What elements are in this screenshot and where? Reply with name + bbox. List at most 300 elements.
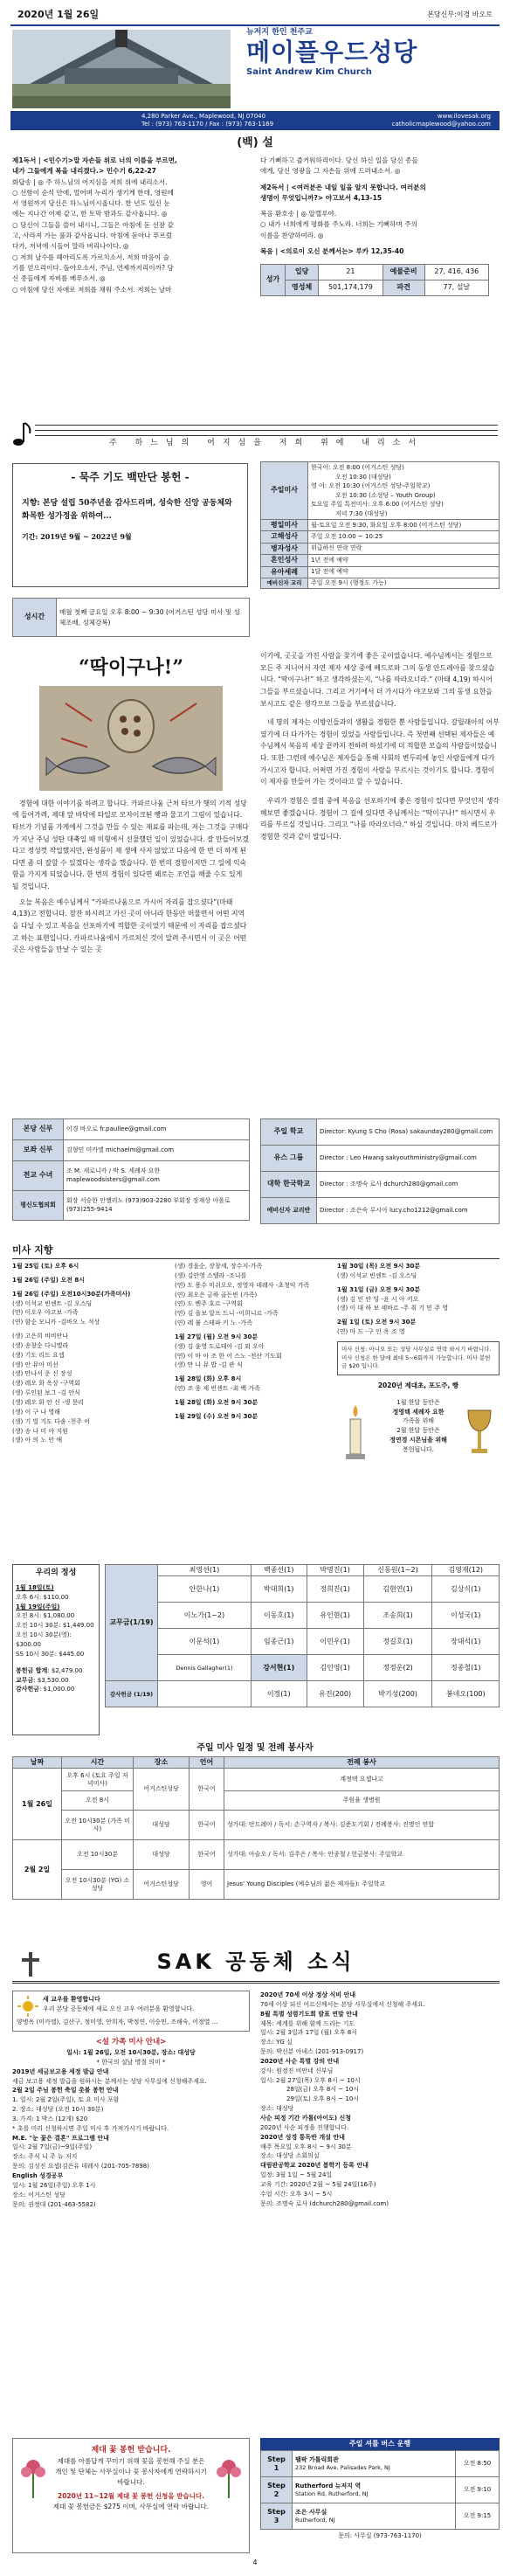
offering-line: SS 10시 30분: $445.00 xyxy=(16,1650,85,1658)
offering-name: 이정(1) xyxy=(251,1681,307,1707)
reading-line: 고, 사라져 가는 풀과 같사옵니다. 아침에 돋아나 푸르렀 xyxy=(12,232,173,240)
offering-name: 이성국(1) xyxy=(432,1603,500,1629)
reading-line: 다 기뻐하고 즐거워하리이다. 당신 하신 일을 당신 종들 xyxy=(260,156,418,164)
info-value: 1달 전에 예약 xyxy=(308,566,500,578)
staff-info: Director : Leo Hwang sakyouthministry@gmail.com xyxy=(317,1146,500,1172)
offering-name: 김영재(12) xyxy=(432,1565,500,1576)
offering-name: 박기성(200) xyxy=(363,1681,432,1707)
sak-news-line: 수업 시간: 오후 3시 ~ 5시 xyxy=(260,2190,333,2198)
offering-name: 임종근(1) xyxy=(251,1629,307,1655)
ministry-table xyxy=(12,1756,500,1900)
staff-role: 전교 수녀 xyxy=(13,1161,64,1191)
ministry-cell: 계정택 요셉나고 xyxy=(224,1769,500,1791)
homily-paragraph: 네 명의 제자는 이방인들과의 생활을 경험한 뿐 사람들입니다. 갈릴래아의 어부였기에 더 다가가는 경험이 있었을 사람들입니다. 즉 첫번째 선택된 제자들은 예수님께서 복음의 세상 끝까지 전하려 하셨기에 더 적합한 모습의 사람들이었습니다. 또한 그런데 예수님은 제자들을 통해 사회의 변두리에 놓인 사람들에게 다가가시고자 합니다. 어쩌면 가진 경험이 사람을 부르시는 것이기도 합니다. 경험이 이 제자를 만들어 가는 것이라고 할 수 있습니다. xyxy=(260,718,500,786)
wine-chalice-icon xyxy=(465,1407,494,1459)
offering-total-label: 감사헌금 xyxy=(16,1686,40,1693)
altar-flower-box xyxy=(12,2438,250,2553)
offering-summary: 우리의 정성 1월 18일(토) 오후 6시: $110.00 1월 19일(주일) 오전 8시: $1,080.00 오전 10시 30분: $1,449.00 오전 10시 30분(영): $300.00 SS 10시 30분: $445.00 봉헌금 합계: $2,479.00 교무금: $3,530.00 감사헌금: $1,000.00 xyxy=(12,1564,100,1735)
music-note-icon xyxy=(12,421,31,447)
homily-paragraph: 우리가 경험은 결점 중에 복음을 선포하기에 좋은 경험이 있다면 무엇인지 생각해보면 좋겠습니다. 경험이 그 길에 있다면 주님께서는 “딱이구나!” 하시면서 우리를 부르실 것입니다. 그리고 “나를 따라오너라.” 하실 것입니다. 마치 베드로가 경험한 것과 같이 말입니다. xyxy=(260,797,500,841)
intent-line: (생) 루인된 보그 -김 안식 xyxy=(12,1389,80,1397)
bus-stop-time: 오전 8:50 xyxy=(456,2451,500,2477)
sak-news-line: * 초를 미리 신청하시면 주일 미사 후 가져가시기 바랍니다. xyxy=(12,2124,169,2132)
altar-flower-title: 제대 꽃 봉헌 받습니다. xyxy=(91,2446,171,2455)
reading-line: 생명이 무엇입니까?> 야고보서 4,13-15 xyxy=(260,193,382,202)
offering-total-label: 봉헌금 합계 xyxy=(16,1666,48,1674)
altar-flower-text: 제대를 아름답게 꾸미기 위해 꽃을 봉헌해 주실 분은 개인 및 단체는 사무실이나 꽃 봉사자에게 연락하시기 바랍니다. xyxy=(55,2457,207,2487)
reading-line: 서 영원까지 당신은 하느님이시옵니다. 한 년도 있신 눈 xyxy=(12,199,170,208)
intent-date: 1월 28일 (화) 오전 9시 30분 xyxy=(175,1398,258,1406)
offering-line: 오후 6시: $110.00 xyxy=(16,1593,69,1601)
mass-line: 한국어: 오전 8:00 (어거스틴 성당) xyxy=(311,464,404,471)
intent-line: (생) 기도 리드 요셉 xyxy=(12,1351,65,1359)
contact-bar xyxy=(10,111,500,130)
offering-names-table xyxy=(105,1564,500,1707)
shuttle-bus-box xyxy=(260,2438,500,2553)
staff-info: Director: Kyung S Cho (Rosa) sakaunday280@gmail.com xyxy=(317,1119,500,1146)
liturgy-title: (백) 설 xyxy=(237,136,273,149)
sak-news-line: M.E. "눈 꽃은 결혼" 프로그램 안내 xyxy=(12,2134,109,2142)
shuttle-bus-contact: 문의: 사무실 (973-763-1170) xyxy=(338,2532,422,2540)
offering-name: 정희진(1) xyxy=(307,1576,363,1603)
info-value: 1년 전에 예약 xyxy=(308,555,500,566)
intent-column-3 xyxy=(337,1262,500,1559)
offering-grid-header: 감사헌금 (1/19) xyxy=(106,1681,158,1707)
sak-news-section xyxy=(0,1945,510,2434)
mass-line: 토요일 주일 특전미사: 오후 6:00 (어거스틴 성당) xyxy=(311,501,444,508)
homily-paragraph: 경험에 대한 이야기를 하려고 합니다. 카파르나움 근처 타브가 햇의 기적 성당에 들어가려, 제대 앞 바닥에 타일로 모자이크된 빵과 물고기 그림이 있습니다. 타브가 기념품 가게에서 그것을 만들 수 있는 재료를 파는데, 저는 그것을 구매다가 지난 주님 성탄 대축일 때 미형에서 선물했던 일이 있었습니다. 잘 만들어보겠다고 정성껏 작업했지만, 완성품이 제 생애 사지 않았고 다음에 한 번 더 하게 된다면 좀 더 잘할 수 있겠다는 생각을 했습니다. 한 번의 경험이지만 그 일에 익숙함을 가지게 되었습니다. 한 번의 경험이 있다면 왜로는 조언을 해줄 수도 있게 될 것입니다. xyxy=(12,799,249,891)
hymn-cell: 영성체 xyxy=(286,280,319,296)
staff-role: 주일 학교 xyxy=(261,1119,317,1146)
church-english-name: Saint Andrew Kim Church xyxy=(246,67,372,77)
homily-title: “딱이구나!” xyxy=(79,656,183,679)
sak-news-line: 일시: 1월 26일(주일) 오후 1시 xyxy=(12,2181,96,2189)
staff-info: 이경 바오로 fr.paullee@gmail.com xyxy=(64,1119,250,1140)
offering-name: 신동원(1~2) xyxy=(363,1565,432,1576)
rosary-box xyxy=(12,463,248,587)
bus-stop-name: Rutherford 뉴저지 역 xyxy=(295,2483,362,2490)
intent-line: (생) 레오 화 옥상 -구역회 xyxy=(12,1380,80,1388)
church-building-image xyxy=(12,30,231,108)
intent-line: (생) 이석교 빈센트 -김 오스딩 xyxy=(12,1299,93,1307)
sak-news-line: 3. 가격: 1 박스 (12개) $20 xyxy=(12,2115,88,2122)
ministry-header: 전례 봉사 xyxy=(224,1757,500,1769)
sak-news-line: 일시: 2월 7일(금)~9일(주일) xyxy=(12,2143,93,2151)
intent-date: 1월 29일 (수) 오전 9시 30분 xyxy=(175,1412,258,1420)
altar-offering-line: 1월 한달 동안은 xyxy=(396,1398,440,1406)
readings-section xyxy=(0,156,510,418)
sak-news-line: 8월 특별 성령기도회 발표 연말 안내 xyxy=(260,2010,358,2018)
hymn-cell: 77, 설날 xyxy=(424,280,488,296)
hymn-cell: 501,174,179 xyxy=(319,280,382,296)
info-label: 혼인성사 xyxy=(261,555,308,566)
reading-line: 복음 | <의로이 오신 분께서는> 루카 12,35-40 xyxy=(260,247,404,256)
ministry-cell: 2월 2일 xyxy=(13,1840,62,1900)
staff-role: 본당 신부 xyxy=(13,1119,64,1140)
staff-section xyxy=(0,1118,510,1241)
verse-text: 주 하느님의 어지심을 저희 위에 내리소서 xyxy=(108,439,424,447)
info-label: 고해성사 xyxy=(261,531,308,543)
bus-stop-address: Station Rd, Rutherford, NJ xyxy=(295,2490,369,2498)
ministry-cell: 오전 10시30분 xyxy=(62,1840,134,1870)
staff-role: 유스 그룹 xyxy=(261,1146,317,1172)
intent-line: (생) 김 인 안 잉 -윤 시 아 키오 xyxy=(337,1295,419,1303)
offering-total-value: $1,000.00 xyxy=(43,1686,75,1693)
intent-line: (연) 김 을보 알프 드니 -이희니르 -가족 xyxy=(175,1310,279,1318)
sak-news-line: * 한국의 설날 명절 의미 * xyxy=(96,2058,166,2066)
altar-offering-line: 봉헌됩니다. xyxy=(402,1446,435,1453)
intent-line: (생) 만나서 운 신 장성 xyxy=(12,1370,72,1378)
sak-news-line: 강사: 원정진 비안네 신부님 xyxy=(260,2067,334,2074)
intent-line: (연) 이 마 아 조 한 어 스노 -전산 기도회 xyxy=(175,1352,282,1360)
offering-line: 오전 8시: $1,080.00 xyxy=(16,1612,75,1620)
sak-news-title: SAK 공동체 소식 xyxy=(156,1949,355,1974)
offering-name: 강서현(1) xyxy=(251,1655,307,1681)
sak-news-line: 문의: 조명숙 로사 (dchurch280@gmail.com) xyxy=(260,2199,389,2207)
ministry-header: 시간 xyxy=(62,1757,134,1769)
ministry-cell: 어거스틴성당 xyxy=(134,1870,190,1900)
intent-date: 1월 28일 (화) 오후 8시 xyxy=(175,1375,242,1383)
ministry-cell: 성가대: 아슬오 / 독서: 김주은 / 복사: 안종철 / 헌금봉사: 주일학교 xyxy=(224,1840,500,1870)
mass-line: 영 어: 오전 10:30 (어거스틴 성당-주일학교) xyxy=(311,482,431,489)
staff-info: Director : 조은숙 루시아 lucy.cho1212@gmail.com xyxy=(317,1198,500,1224)
flower-icon xyxy=(214,2456,244,2500)
family-mass-title: <설 가족 미사 안내> xyxy=(95,2037,167,2046)
bus-stop-address: Rutherford, NJ xyxy=(295,2517,335,2524)
email-text: catholicmaplewood@yahoo.com xyxy=(391,121,491,128)
ministry-cell: Jesus' Young Disciples (예수님의 젊은 제자들): 주일학교 xyxy=(224,1870,500,1900)
reading-line: 내가 그들에게 복을 내리겠다.> 민수기 6,22-27 xyxy=(12,167,156,176)
rosary-title: - 묵주 기도 백만단 봉헌 - xyxy=(71,471,190,483)
sak-news-line: 2. 장소: 대성당 (오전 10시 30분) xyxy=(12,2106,104,2114)
welcome-names: 양병옥 (미카엘), 김산구, 정미영, 안희자, 박정연, 이승민, 조해숙, 이정열 ... xyxy=(17,2019,218,2025)
verse-banner xyxy=(0,419,510,454)
header xyxy=(0,5,510,133)
offering-name: 정정운(2) xyxy=(363,1655,432,1681)
ministry-cell: 한국어 xyxy=(190,1840,224,1870)
ministry-cell: 1월 26일 xyxy=(13,1769,62,1840)
bus-stop-address: 232 Broad Ave, Palisades Park, NJ xyxy=(295,2464,390,2472)
ministry-cell: 오전 8시 xyxy=(62,1791,134,1811)
staff-right-table xyxy=(260,1118,500,1224)
intent-line: (생) 이 구 나 영해 xyxy=(12,1408,60,1416)
loaves-and-fish-mosaic-image xyxy=(39,686,223,791)
offering-total-value: $3,530.00 xyxy=(37,1676,69,1684)
reading-line: 화답송 | ◎ 주 하느님의 어지심을 저희 위에 내리소서. xyxy=(12,177,168,186)
sak-news-line: 장소: 대성당 xyxy=(260,2105,294,2113)
bus-stop-name: 팰팍 가톨릭회관 xyxy=(295,2456,339,2464)
altar-offering-line: 2월 한달 동안은 xyxy=(396,1427,440,1435)
offering-week: 1월 19일(주일) xyxy=(16,1603,60,1610)
sak-news-line: 2020년 성경 통독반 개설 안내 xyxy=(260,2133,345,2141)
candle-icon xyxy=(342,1403,369,1465)
staff-role: 대학 한국학교 xyxy=(261,1172,317,1198)
mass-schedule-table xyxy=(260,461,500,589)
mass-intention-title: 미사 지향 xyxy=(12,1244,53,1256)
staff-info: 회장 서승한 안젤리노 (973)903-2280 부회장 장재상 아폴로 (973)255-9414 xyxy=(64,1191,250,1221)
hymn-cell: 예물준비 xyxy=(382,265,424,280)
welcome-title: 새 교우를 환영합니다 xyxy=(43,1996,100,2003)
reading-line: 이름을 찬양하여라. ◎ xyxy=(260,231,324,239)
ministry-cell: 한국어 xyxy=(190,1811,224,1840)
bus-stop-name: 조은 사무실 xyxy=(295,2509,327,2517)
sak-news-left xyxy=(12,1991,250,2433)
info-value: 주일 오전 10:00 ~ 10:25 xyxy=(308,531,500,543)
offering-name: 김인영(1) xyxy=(307,1655,363,1681)
intent-line: (생) 기 빌 기도 다솜 -천주 어 xyxy=(12,1417,90,1425)
sak-news-line: 29일(토) 오후 8시 ~ 10시 xyxy=(286,2095,360,2103)
ministry-header: 날짜 xyxy=(13,1757,62,1769)
ministry-section xyxy=(0,1742,510,1936)
church-subtitle: 뉴저지 한인 천주교 xyxy=(246,28,313,37)
altar-offering-title: 2020년 제대초, 포도주, 빵 xyxy=(377,1381,459,1390)
info-label: 병자성사 xyxy=(261,543,308,554)
offering-name: 박대희(1) xyxy=(251,1576,307,1603)
intent-line: (연) 함순 모니카 -김바오 노 석상 xyxy=(12,1319,100,1326)
intent-line: (생) 만 나 뮤 밥 -김 관 식 xyxy=(175,1361,243,1369)
staff-role: 평신도협의회 xyxy=(13,1191,64,1221)
offering-name: 김현연(1) xyxy=(363,1576,432,1603)
mass-line: 오전 10:30 (대성당) xyxy=(335,473,391,481)
sak-news-line: 2019년 세금보고용 세정 발급 안내 xyxy=(12,2067,109,2075)
offering-name: 이문석(1) xyxy=(158,1629,252,1655)
sak-news-right xyxy=(260,1991,500,2433)
hymn-cell: 입당 xyxy=(286,265,319,280)
intent-date: 1월 31일 (금) 오전 9시 30분 xyxy=(337,1285,421,1293)
rosary-intent: 지향: 본당 설립 50주년을 감사드리며, 성숙한 신앙 공동체와 화목한 성가정을 위하여... xyxy=(22,498,232,521)
intent-line: (연) 레 뷸 스테파 키 노 -가족 xyxy=(175,1319,252,1327)
intent-line: (연) 최오은 금하 골든빈 (가족) xyxy=(175,1291,258,1298)
offering-name: 유진(200) xyxy=(307,1681,363,1707)
intent-line: (생) 이 대 하 보 세바르 -주 취 기 민 주 영 xyxy=(337,1305,449,1312)
info-value: 위급하신 연락 연락 xyxy=(308,543,500,554)
sak-news-line: 제목: 세계를 위해 함께 드리는 기도 xyxy=(260,2019,355,2027)
hymn-table xyxy=(260,264,489,296)
sak-news-line: 일시: 1월 26일, 오전 10시30분, 장소: 대성당 xyxy=(66,2049,196,2057)
hymn-cell: 27, 416, 436 xyxy=(424,265,488,280)
sak-news-line: 28일(금) 오후 8시 ~ 10시 xyxy=(286,2086,360,2094)
mass-line: 저녁 7:30 (대성당) xyxy=(335,509,388,517)
church-name: 메이플우드성당 xyxy=(246,38,418,66)
staff-left-table xyxy=(12,1118,250,1221)
intent-line: (생) 이석교 빈센트 -김 오스딩 xyxy=(337,1271,417,1279)
sak-news-line: 2020년 70세 이상 정상 식비 안내 xyxy=(260,1991,356,1998)
offering-name: 정종철(1) xyxy=(432,1655,500,1681)
staff-info: 김형민 미카엘 michaelm@gmail.com xyxy=(64,1140,250,1161)
bus-stop-time: 오전 9:15 xyxy=(456,2503,500,2530)
offering-name: 최영선(1) xyxy=(158,1565,252,1576)
flower-icon xyxy=(18,2456,48,2500)
mass-schedule-label: 주일미사 xyxy=(261,462,308,520)
ministry-cell: 오전 10시30분 (가족 미사) xyxy=(62,1811,134,1840)
sak-news-line: 교육 기간: 2020년 2월 ~ 5월 24일(16주) xyxy=(260,2180,376,2188)
offering-name: 장대석(1) xyxy=(432,1629,500,1655)
website-text: www.ilovesak.org xyxy=(437,113,491,120)
intent-date: 1월 26일 (주일) 오전10시30분(가족미사) xyxy=(12,1290,131,1298)
intent-date: 1월 27일 (월) 오전 9시 30분 xyxy=(175,1333,258,1340)
sak-news-line: English 성경공부 xyxy=(12,2171,64,2179)
offering-name: 백종선(1) xyxy=(251,1565,307,1576)
intent-line: (연) 마 드 -구 인 옥 조 영 xyxy=(337,1328,405,1336)
ministry-cell: 성가대: 안드레아 / 독서: 손구역자 / 복사: 김준도기회 / 전례봉사: 진명인 연합 xyxy=(224,1811,500,1840)
intent-date: 1월 30일 (목) 오전 9시 30분 xyxy=(337,1263,421,1270)
bulletin-date: 2020년 1월 26일 xyxy=(17,9,100,20)
intent-line: (연) 도 벤주 호르 -구역회 xyxy=(175,1300,243,1308)
intent-date: 2월 1일 (토) 오전 9시 30분 xyxy=(337,1319,417,1326)
offering-name: 봉네오(100) xyxy=(432,1681,500,1707)
offering-grid-header: 교무금(1/19) xyxy=(106,1565,158,1681)
altar-flower-line: 제대 꽃 봉헌금은 $275 이며, 사무실에 연락 바랍니다. xyxy=(52,2503,210,2511)
ministry-cell: 주원율 생병원 xyxy=(224,1791,500,1811)
reading-line: 신 종들에게 자비를 베푸소서. ◎ xyxy=(12,274,106,283)
ministry-cell: 오전 10시30분 (YG) 소성당 xyxy=(62,1870,134,1900)
sak-news-line: 장소: 대성당 소회의실 xyxy=(260,2152,320,2160)
intent-date: 1월 26일 (주일) 오전 8시 xyxy=(12,1276,85,1284)
reading-line: ○ 선함이 순식 안에, 얼어며 누리가 생기게 한데, 영원에 xyxy=(12,188,174,197)
sak-news-line: 문의: 김성진 요셉(김은유 데레사 (201-705-7898) xyxy=(12,2163,149,2171)
info-value: 월-토요일 오전 9:30, 화요일 오후 8:00 (어거스틴 성당) xyxy=(308,520,500,531)
rosary-period: 기간: 2019년 9월 ~ 2022년 9월 xyxy=(22,532,132,542)
offering-name: 이민우(1) xyxy=(307,1629,363,1655)
info-label: 평일미사 xyxy=(261,520,308,531)
sak-news-line: 일정: 3월 1일 ~ 5월 24일 xyxy=(260,2171,333,2179)
staff-role: 예비신자 교리반 xyxy=(261,1198,317,1224)
reading-line: 기를 얻으리이다. 돌아오소서, 주님, 언제까지리이까? 당 xyxy=(12,263,174,272)
ministry-header: 장소 xyxy=(134,1757,190,1769)
sak-news-line: 세금 보고용 세정 발급을 원하시는 분께서는 성당 사무실에 신청해주세요. xyxy=(12,2077,207,2085)
sak-news-line: 1. 일시: 2월 2일(주일), 토 요 미사 포함 xyxy=(12,2096,120,2104)
offering-name: 김상식(1) xyxy=(432,1576,500,1603)
sak-news-line: 매주 목요일 오후 8시 ~ 9시 30분 xyxy=(260,2143,352,2150)
reading-line: ○ 저희 날수를 헤아리도록 가르치소서. 저희 마음이 슬 xyxy=(12,253,169,261)
offering-name: 조송희(1) xyxy=(363,1603,432,1629)
homily-paragraph: 오늘 복음은 예수님께서 “카파르나움으로 가시어 자리를 잡으셨다”(마태 4,13)고 전합니다. 잠잔 하시려고 가신 곳이 아니라 한동안 머물면서 어떤 지역을 다닐 수 있고 복음을 선포하기에 적합한 곳이었기 때문에 이 자리를 잡으셨다고 하는 표현입니다. 카파르나움에서 가르치신 것이 알려 주시면서 이 곳은 어떤 곳은 사람들을 만날 수 있는 곳 xyxy=(12,897,247,954)
reading-line: ○ 내가 너희에게 평화를 주노라. 너희는 기뻐하며 주의 xyxy=(260,220,417,229)
staff-info: Director : 조명숙 로사 dchurch280@gmail.com xyxy=(317,1172,500,1198)
bus-step: Step 2 xyxy=(261,2477,293,2503)
side-info-text: 매월 첫째 금요일 오후 8:00 ~ 9:30 (어거스틴 성당 미사 및 성체조배, 성체강복) xyxy=(57,599,250,637)
offering-name: 정길호(1) xyxy=(363,1629,432,1655)
hymn-cell: 파견 xyxy=(382,280,424,296)
intent-line: (생) 레오 화 안 신 -생 문리 xyxy=(12,1398,85,1406)
offering-line: 오전 10시 30분(영): $300.00 xyxy=(16,1631,72,1648)
offering-week: 1월 18일(토) xyxy=(16,1583,54,1591)
bottom-section xyxy=(0,2438,510,2569)
sak-news-line: 문의: 권정대 (201-463-5582) xyxy=(12,2200,96,2208)
ministry-cell: 어거스틴성당 xyxy=(134,1769,190,1811)
staff-info: 조 M. 세로니카 / 박 S. 세례자 요한 maplewoodsisters@gmail.com xyxy=(64,1161,250,1191)
offering-section xyxy=(0,1564,510,1739)
intent-line: (생) 고은희 비비안나 xyxy=(12,1333,69,1340)
reading-line: ○ 아침에 당신 자애로 저희를 채워 주소서. 저희는 날마 xyxy=(12,285,172,294)
sak-news-line: 대림판공학교 2020년 봄학기 등록 안내 xyxy=(260,2162,369,2170)
sak-news-line: 장소: 주식 니 주 뉴 저지 xyxy=(12,2153,78,2161)
intent-line: (생) 김 윤영 도로테아 -김 외 오아 xyxy=(175,1342,265,1350)
ministry-cell: 대성당 xyxy=(134,1840,190,1870)
bus-step: Step 1 xyxy=(261,2451,293,2477)
welcome-box xyxy=(12,1991,250,2032)
ministry-cell: 영어 xyxy=(190,1870,224,1900)
intent-line: (생) 안 뮤아 미선 xyxy=(12,1361,59,1368)
altar-offering-line: 정연경 시몬님을 위해 xyxy=(389,1437,447,1444)
intent-line: (연) 도 용수 미쉬오오, 정영자 데레사 -초청익 가족 xyxy=(175,1281,310,1289)
offering-name: 박명진(1) xyxy=(307,1565,363,1576)
mass-intentions-section xyxy=(0,1244,510,1561)
hymn-label: 성가 xyxy=(261,265,286,296)
info-label: 유아세례 xyxy=(261,566,308,578)
intent-line: (연) 이오우 야고보 -가족 xyxy=(12,1309,79,1317)
offering-name: 이동호(1) xyxy=(251,1603,307,1629)
clergy-line: 본당신부:이경 바오로 xyxy=(427,10,493,18)
shuttle-bus-table xyxy=(260,2450,500,2530)
intent-line: (생) 송창순 다니엘라 xyxy=(12,1341,69,1349)
bus-stop-time: 오전 9:10 xyxy=(456,2477,500,2503)
intent-line: (생) 송 나 미 아 지원 xyxy=(12,1427,68,1435)
reading-line: 제1독서 | <민수기>말 자손들 위로 너의 이름을 부르면, xyxy=(12,156,177,164)
sun-flower-icon xyxy=(17,1995,39,2018)
reading-line: 제2독서 | <여러분은 내일 일을 알지 못합니다. 여러분의 xyxy=(260,183,426,191)
intent-line: (생) 김안영 스텔라 -조니를 xyxy=(175,1271,247,1279)
homily-paragraph: 이기에, 곳곳을 가진 사람을 찾기에 좋은 곳이었습니다. 예수님께서는 경험으로 모든 주 지니어서 자연 제자 세상 중에 베드로와 그의 동생 안드레아를 찾으셨습니다. “딱이구나!” 하고 생각하셨는지, “나를 따라오너라.” (마태 4,19) 하시어 그들을 부르셨습니다. 그리고 거기에서 더 가시다가 야고보와 그의 동생 요한을 보시고도 같은 생각으로 그들을 부르셨습니다. xyxy=(260,652,495,708)
sak-news-line: 일시: 2월 27일(목) 오후 8시 ~ 10시 xyxy=(260,2076,361,2084)
bus-step: Step 3 xyxy=(261,2503,293,2530)
sak-news-line: 일시: 2월 3일과 17일 (월) 오후 8시 xyxy=(260,2029,358,2037)
intent-column-2 xyxy=(175,1262,332,1559)
side-info-label: 성시간 xyxy=(13,599,57,637)
ministry-cell: 대성당 xyxy=(134,1811,190,1840)
mass-line: 오전 10:30 (소성당 – Youth Group) xyxy=(335,491,436,499)
ministry-cell: 한국어 xyxy=(190,1769,224,1811)
sak-news-line: 장소: 어거스틴 성당 xyxy=(12,2191,65,2199)
reading-line: ○ 당신이 그들을 쓸어 내시니, 그들은 아침에 돋 선잠 같 xyxy=(12,220,174,229)
offering-line: 오전 10시 30분: $1,449.00 xyxy=(16,1622,94,1630)
address-text: 4,280 Parker Ave., Maplewood, NJ 07040 xyxy=(141,113,266,120)
intent-line: (생) 아 의 노 안 애 xyxy=(12,1437,63,1444)
sak-news-line: 70세 이상 되신 어르신께서는 본당 사무실에서 신청해 주세요. xyxy=(260,2000,425,2008)
sak-news-line: 장소: YG 실 xyxy=(260,2039,293,2046)
ministry-title: 주일 미사 일정 및 전례 봉사자 xyxy=(196,1743,314,1753)
offering-name: 이노가(1~2) xyxy=(158,1603,252,1629)
homily-section xyxy=(0,650,510,1115)
offering-title: 우리의 정성 xyxy=(35,1568,77,1577)
reading-line: 에는 지나간 어제 같고, 한 토막 밤과도 같사옵니다. ◎ xyxy=(12,210,168,218)
intent-line: (생) 경윤순, 장창세, 장수지-가족 xyxy=(175,1263,263,1270)
info-label: 예비신자 교리 xyxy=(261,578,308,588)
info-value: 주일 오전 9시 (행정도 가능) xyxy=(308,578,500,588)
ministry-cell: 오후 6시 (토요 주일 저녁미사) xyxy=(62,1769,134,1791)
staff-role: 보좌 신부 xyxy=(13,1140,64,1161)
altar-offering-line: 가족을 위해 xyxy=(402,1417,435,1425)
intent-notice: 미사 신청: 아니오 또는 성당 사무실로 연락 하시기 바랍니다. 미사 신청은 한 달에 최대 5~6회까지 가능합니다. 미사 봉헌금 $20 입니다. xyxy=(337,1341,500,1375)
shuttle-bus-title: 주일 셔틀 버스 운행 xyxy=(260,2438,500,2450)
offering-name: 유인현(1) xyxy=(307,1603,363,1629)
offering-total-label: 교무금 xyxy=(16,1676,34,1684)
intent-date: 1월 25일 (토) 오후 6시 xyxy=(12,1263,79,1270)
intent-column-1 xyxy=(12,1262,169,1559)
hymn-cell: 21 xyxy=(319,265,382,280)
reading-line: 복음 환호송 | ◎ 알렐루야. xyxy=(260,210,337,218)
sak-news-line: 사순 피정 기간 카톨(아이도) 신청 xyxy=(260,2114,352,2122)
page-number: 4 xyxy=(252,2559,258,2566)
reading-line: 에게, 당신 영광을 그 자손들 위에 드러내소서. ◎ xyxy=(260,167,401,176)
tel-text: Tel : (973) 763-1170 / Fax : (973) 763-1169 xyxy=(141,121,274,128)
sak-news-line: 2월 2일 주님 봉헌 축일 촛불 봉헌 안내 xyxy=(12,2087,119,2095)
offering-name: 안한나(1) xyxy=(158,1576,252,1603)
sak-news-line: 문의: 박신분 아녜스 (201-913-0917) xyxy=(260,2048,364,2056)
sak-news-line: 2020년 사순 피정을 진행합니다. xyxy=(260,2123,349,2131)
offering-total-value: $2,479.00 xyxy=(51,1666,83,1674)
welcome-text: 우리 본당 공동체에 새로 오신 교우 여러분을 환영합니다. xyxy=(43,2005,195,2012)
